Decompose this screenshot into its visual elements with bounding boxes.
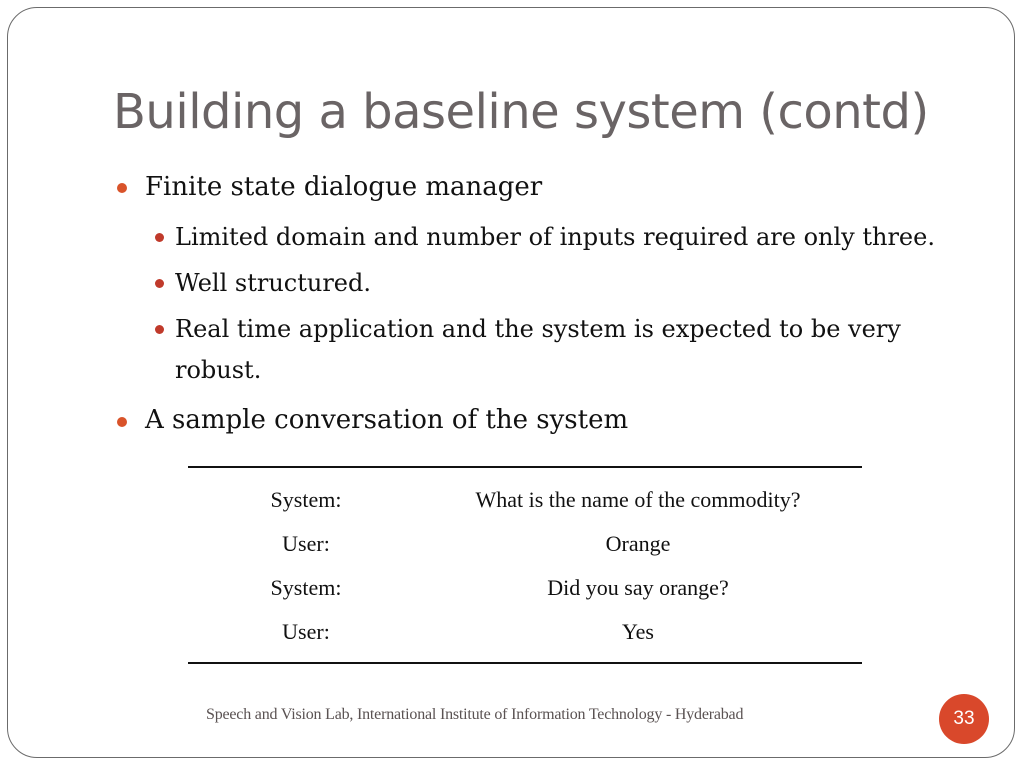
page-number-badge: 33 [939,694,989,744]
bullet-item: Finite state dialogue manager [145,172,543,202]
utterance-cell: Orange [605,531,671,556]
slide-title: Building a baseline system (contd) [113,84,929,140]
bullet-item: A sample conversation of the system [145,405,629,435]
speaker-cell: User: [282,619,330,644]
utterance-cell: Did you say orange? [547,575,729,600]
sub-bullet-dot-icon [155,325,164,334]
bullet-dot-icon [117,417,127,427]
table-row [188,478,862,522]
bullet-dot-icon [117,183,127,193]
utterance-cell: What is the name of the commodity? [475,487,801,512]
sub-bullet-item-continued: robust. [175,356,262,384]
speaker-cell: User: [282,531,330,556]
sub-bullet-item: Well structured. [175,269,371,297]
sub-bullet-item: Limited domain and number of inputs required are only three. [175,223,935,251]
table-row [188,610,862,654]
utterance-cell: Yes [621,619,654,644]
speaker-cell: System: [270,575,342,600]
sub-bullet-item: Real time application and the system is expected to be very [175,315,901,343]
sub-bullet-dot-icon [155,233,164,242]
slide-footer: Speech and Vision Lab, International Institute of Information Technology - Hyderabad [206,706,744,723]
conversation-table [188,466,862,664]
sub-bullet-dot-icon [155,279,164,288]
table-row [188,566,862,610]
speaker-cell: System: [270,487,342,512]
table-row [188,522,862,566]
